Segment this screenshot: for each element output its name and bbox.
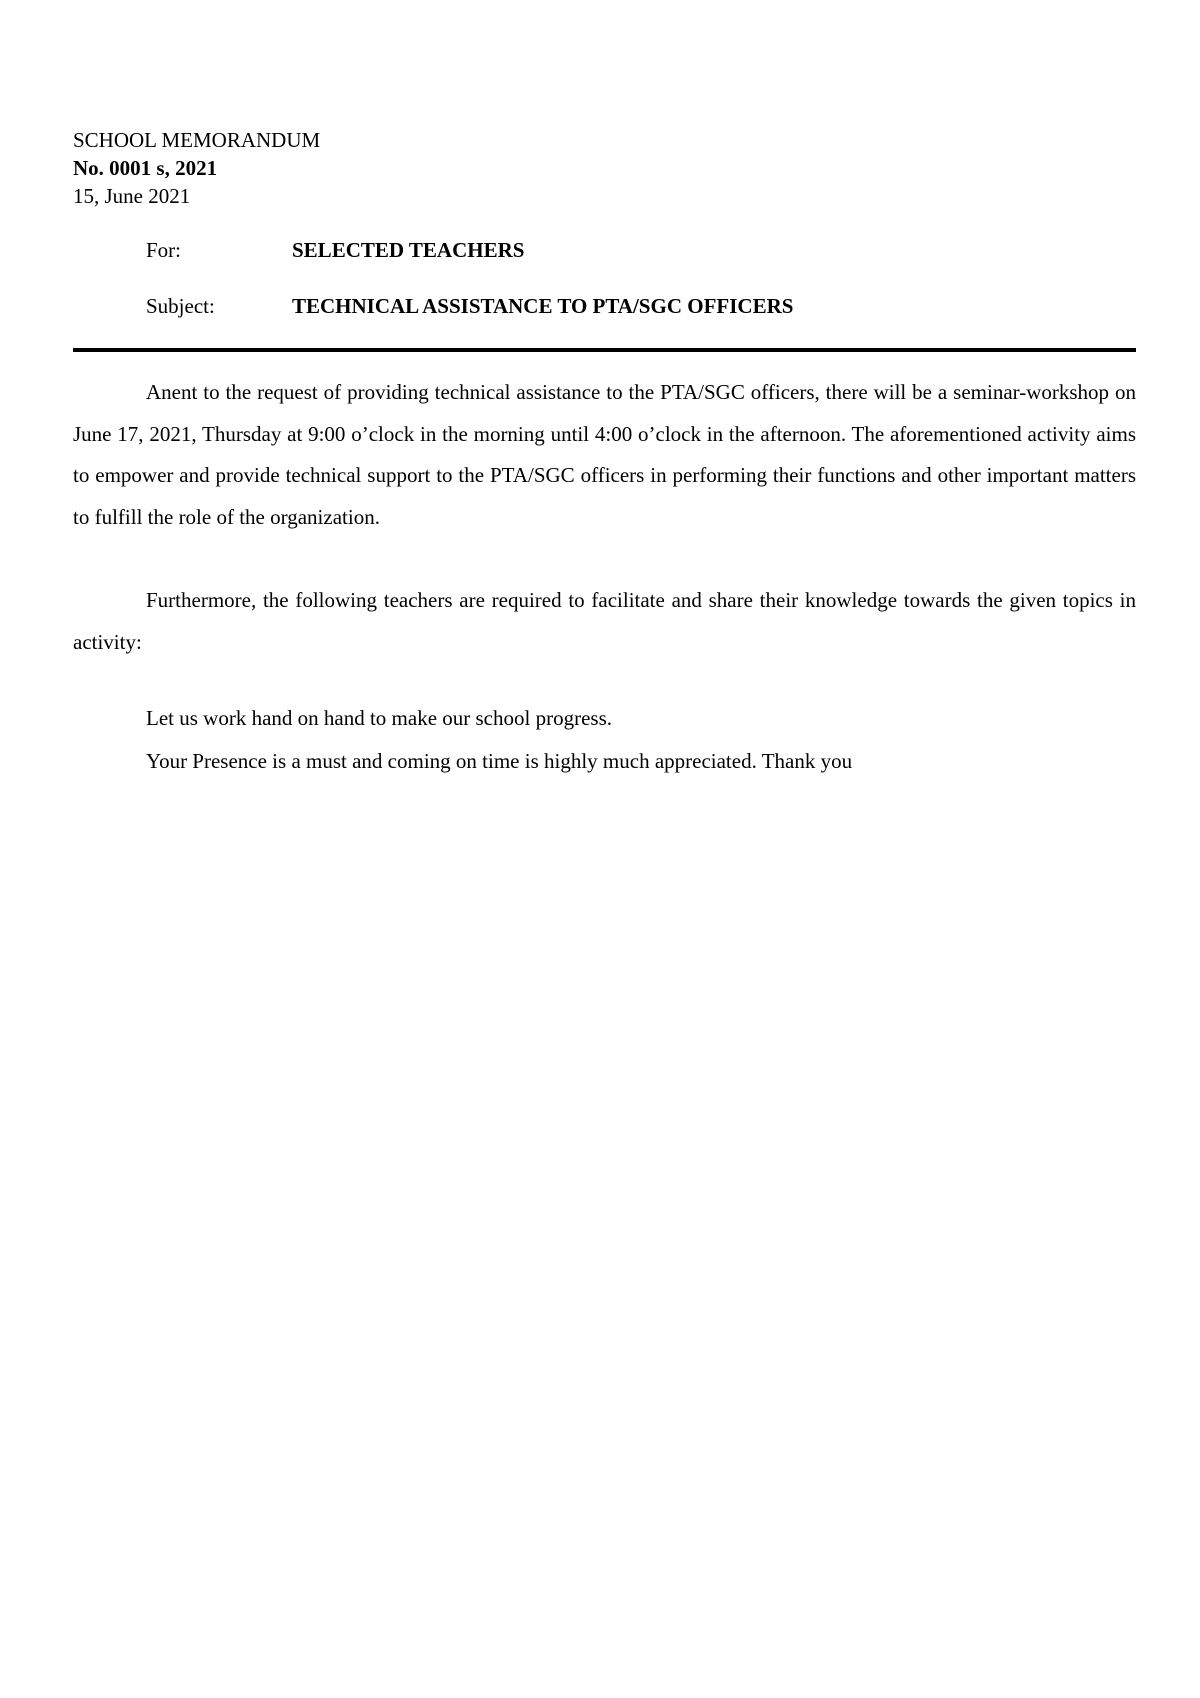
memo-title: SCHOOL MEMORANDUM [73, 128, 321, 152]
for-label: For: [146, 238, 182, 262]
memo-number: No. 0001 s, 2021 [73, 156, 218, 180]
subject-label: Subject: [146, 294, 215, 318]
memo-date: 15, June 2021 [73, 184, 191, 208]
closing-line-1: Let us work hand on hand to make our school progress. [146, 706, 612, 730]
for-value: SELECTED TEACHERS [292, 238, 525, 262]
subject-value: TECHNICAL ASSISTANCE TO PTA/SGC OFFICERS [292, 294, 794, 318]
header-divider [73, 348, 1136, 352]
subject-field [146, 292, 1136, 320]
for-field [146, 236, 1136, 264]
body-paragraph-1: Anent to the request of providing technical assistance to the PTA/SGC officers, there will be a seminar-workshop on June 17, 2021, Thursday at 9:00 o’clock in the morning until 4:00 o’clock in the afternoon. The aforementioned activity aims to empower and provide technical support to the PTA/SGC officers in performing their functions and other important matters to fulfill the role of the organization. [73, 380, 1136, 529]
closing-line-2: Your Presence is a must and coming on time is highly much appreciated. Thank you [146, 749, 853, 773]
memo-content [73, 126, 1136, 783]
body-paragraph-2: Furthermore, the following teachers are required to facilitate and share their knowledge towards the given topics in activity: [73, 588, 1136, 654]
